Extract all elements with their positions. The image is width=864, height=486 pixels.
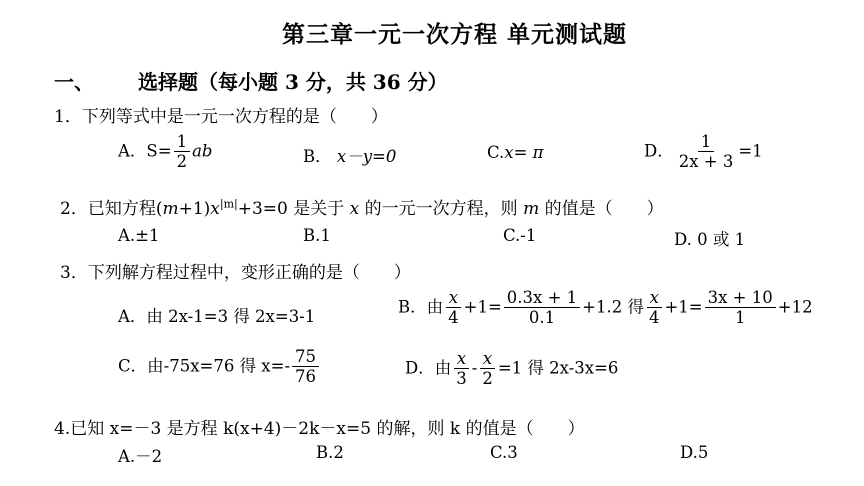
fraction-denominator: 3 <box>456 369 467 389</box>
q3-d-fraction-1 <box>453 350 470 388</box>
fraction-numerator: 75 <box>292 348 319 367</box>
q2-option-a: A.±1 <box>118 226 160 245</box>
q2-text-2: +1) <box>178 199 211 219</box>
q3-b-text-3: +1= <box>664 297 703 317</box>
section-heading <box>54 66 448 95</box>
fraction-numerator: x <box>480 350 495 369</box>
q4-option-b: B.2 <box>316 443 344 462</box>
fraction-denominator: 4 <box>648 308 660 328</box>
q1-option-b <box>303 143 396 167</box>
question-3-stem: 3．下列解方程过程中，变形正确的是（ ） <box>60 263 411 283</box>
fraction-numerator: x <box>446 289 461 308</box>
q3-option-a: A．由 2x-1=3 得 2x=3-1 <box>118 307 316 326</box>
q3-b-text-2: +1.2 得 <box>582 297 644 317</box>
q3-b-fraction-3 <box>646 289 663 327</box>
fraction-numerator: x <box>454 350 469 369</box>
question-1-stem: 1．下列等式中是一元一次方程的是（ ） <box>54 107 388 127</box>
q2-var-x: x <box>210 199 220 219</box>
q1-option-b-label: B． <box>303 147 332 166</box>
q2-exponent: |m| <box>219 197 238 211</box>
q2-var-x2: x <box>349 199 360 219</box>
fraction-numerator: 1 <box>174 133 191 152</box>
question-4-stem: 4.已知 x=－3 是方程 k(x+4)－2k－x=5 的解，则 k 的值是（ ） <box>54 419 585 439</box>
fraction-denominator: 0.1 <box>528 308 556 328</box>
q3-option-b-label: B．由 <box>398 297 444 317</box>
q2-text-1: 2．已知方程( <box>60 199 163 219</box>
q1-option-d-fraction <box>676 133 737 171</box>
fraction-denominator: 1 <box>734 308 746 328</box>
q1-option-a-label: A． <box>118 141 147 161</box>
q1-option-c-text: x= π <box>504 143 544 162</box>
q2-option-c: C.-1 <box>503 226 537 245</box>
fraction-denominator: 2x + 3 <box>678 152 734 172</box>
q3-b-fraction-2 <box>504 289 580 327</box>
fraction-denominator: 76 <box>295 367 317 387</box>
q3-d-text: =1 得 2x-3x=6 <box>497 358 619 378</box>
q4-option-d: D.5 <box>680 443 709 462</box>
q1-option-a-pre: S= <box>146 141 172 161</box>
fraction-denominator: 4 <box>448 308 459 328</box>
q3-option-d <box>405 350 618 388</box>
fraction-numerator: 1 <box>698 133 715 152</box>
q1-option-b-text: x－y=0 <box>336 147 397 166</box>
question-2-stem <box>60 194 664 219</box>
q3-c-fraction <box>292 348 319 386</box>
q4-option-c: C.3 <box>490 443 518 462</box>
q3-option-d-label: D．由 <box>405 358 452 378</box>
q1-option-a-post: ab <box>192 141 213 161</box>
q1-option-d <box>644 133 763 171</box>
q3-d-fraction-2 <box>479 350 496 388</box>
q3-b-fraction-1 <box>445 289 462 327</box>
q1-option-d-label: D． <box>644 141 674 161</box>
fraction-denominator: 2 <box>176 152 188 172</box>
q3-option-c <box>118 348 321 386</box>
page-title: 第三章一元一次方程 单元测试题 <box>282 21 628 48</box>
fraction-numerator: 0.3x + 1 <box>504 289 580 308</box>
q1-option-c <box>487 143 544 162</box>
q4-option-a: A.－2 <box>118 447 163 466</box>
fraction-numerator: 3x + 10 <box>705 289 776 308</box>
q3-b-fraction-4 <box>705 289 776 327</box>
q1-option-c-label: C. <box>487 143 505 162</box>
q2-var-m: m <box>162 199 179 219</box>
q3-b-text-1: +1= <box>463 297 502 317</box>
section-number: 一、 <box>54 70 94 94</box>
section-text: 选择题（每小题 3 分，共 36 分） <box>138 70 448 94</box>
q1-option-d-post: =1 <box>738 141 763 161</box>
fraction-denominator: 2 <box>482 369 493 389</box>
q2-text-5: 的值是（ ） <box>544 199 664 219</box>
q1-option-a-fraction <box>174 133 191 171</box>
q3-option-c-text: C．由-75x=76 得 x=- <box>118 356 291 376</box>
q2-option-b: B.1 <box>303 226 331 245</box>
q3-option-b <box>398 289 813 327</box>
q2-text-3: +3=0 是关于 <box>237 199 345 219</box>
q1-option-a <box>118 133 212 171</box>
q3-d-minus: - <box>471 358 478 378</box>
q2-var-m2: m <box>523 199 540 219</box>
q2-text-4: 的一元一次方程，则 <box>364 199 518 219</box>
q3-b-text-4: +12 <box>777 297 813 317</box>
fraction-numerator: x <box>647 289 662 308</box>
q2-option-d: D. 0 或 1 <box>674 230 746 249</box>
